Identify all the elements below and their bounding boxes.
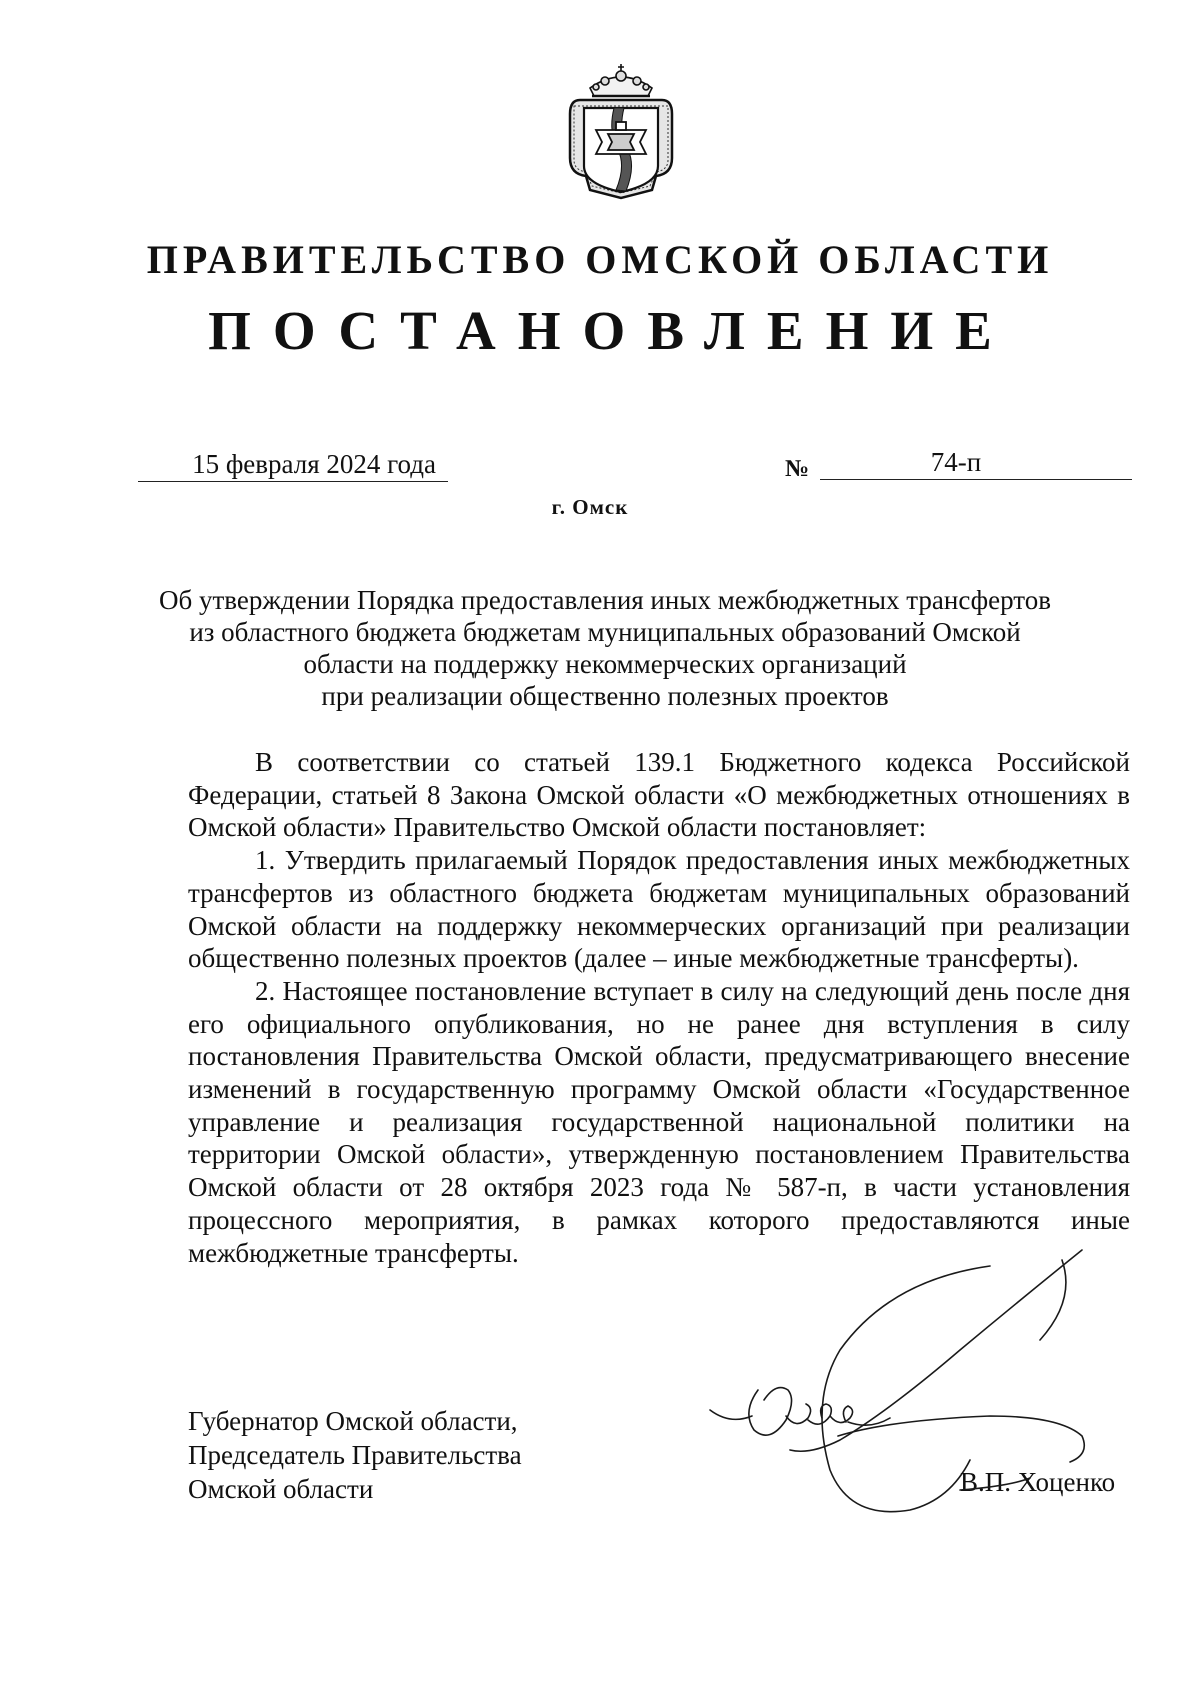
handwritten-signature (690, 1240, 1140, 1540)
crown-icon (590, 64, 652, 96)
subject-line: области на поддержку некоммерческих организаций (303, 649, 907, 679)
coat-of-arms-emblem (560, 62, 682, 200)
subject-line: при реализации общественно полезных проектов (321, 681, 889, 711)
subject-line: из областного бюджета бюджетам муниципальных образований Омской (189, 617, 1021, 647)
signer-title-line: Председатель Правительства (188, 1440, 522, 1470)
subject-line: Об утверждении Порядка предоставления иных межбюджетных трансфертов (159, 585, 1051, 615)
document-date: 15 февраля 2024 года (138, 447, 448, 482)
signer-name: В.П. Хоценко (960, 1467, 1116, 1497)
signer-title (188, 1404, 522, 1506)
government-title: ПРАВИТЕЛЬСТВО ОМСКОЙ ОБЛАСТИ (146, 237, 1054, 282)
document-type-heading: ПОСТАНОВЛЕНИЕ (208, 300, 1014, 361)
number-sign: № (785, 456, 810, 482)
document-subject (150, 584, 1060, 712)
item-1-paragraph: 1. Утвердить прилагаемый Порядок предоставления иных межбюджетных трансфертов из областного бюджета бюджетам муниципальных образований Омской области на поддержку некоммерческих организаций при реализации общественно полезных проектов (далее – иные межбюджетные трансферты). (188, 845, 1130, 974)
document-body (188, 746, 1130, 1269)
document-number: 74-п (820, 445, 1132, 480)
preamble-paragraph: В соответствии со статьей 139.1 Бюджетного кодекса Российской Федерации, статьей 8 Закона Омской области «О межбюджетных отношениях в Омской области» Правительство Омской области постановляет: (188, 747, 1130, 843)
item-2-paragraph: 2. Настоящее постановление вступает в силу на следующий день после дня его официального опубликования, но не ранее дня вступления в силу постановления Правительства Омской области, предусматривающего внесение изменений в государственную программу Омской области «Государственное управление и реализация государственной национальной политики на территории Омской области», утвержденную постановлением Правительства Омской области от 28 октября 2023 года № 587-п, в части установления процессного мероприятия, в рамках которого предоставляются иные межбюджетные трансферты. (188, 975, 1130, 1268)
signer-title-line: Омской области (188, 1474, 374, 1504)
signer-title-line: Губернатор Омской области, (188, 1406, 518, 1436)
document-city: г. Омск (551, 495, 629, 519)
